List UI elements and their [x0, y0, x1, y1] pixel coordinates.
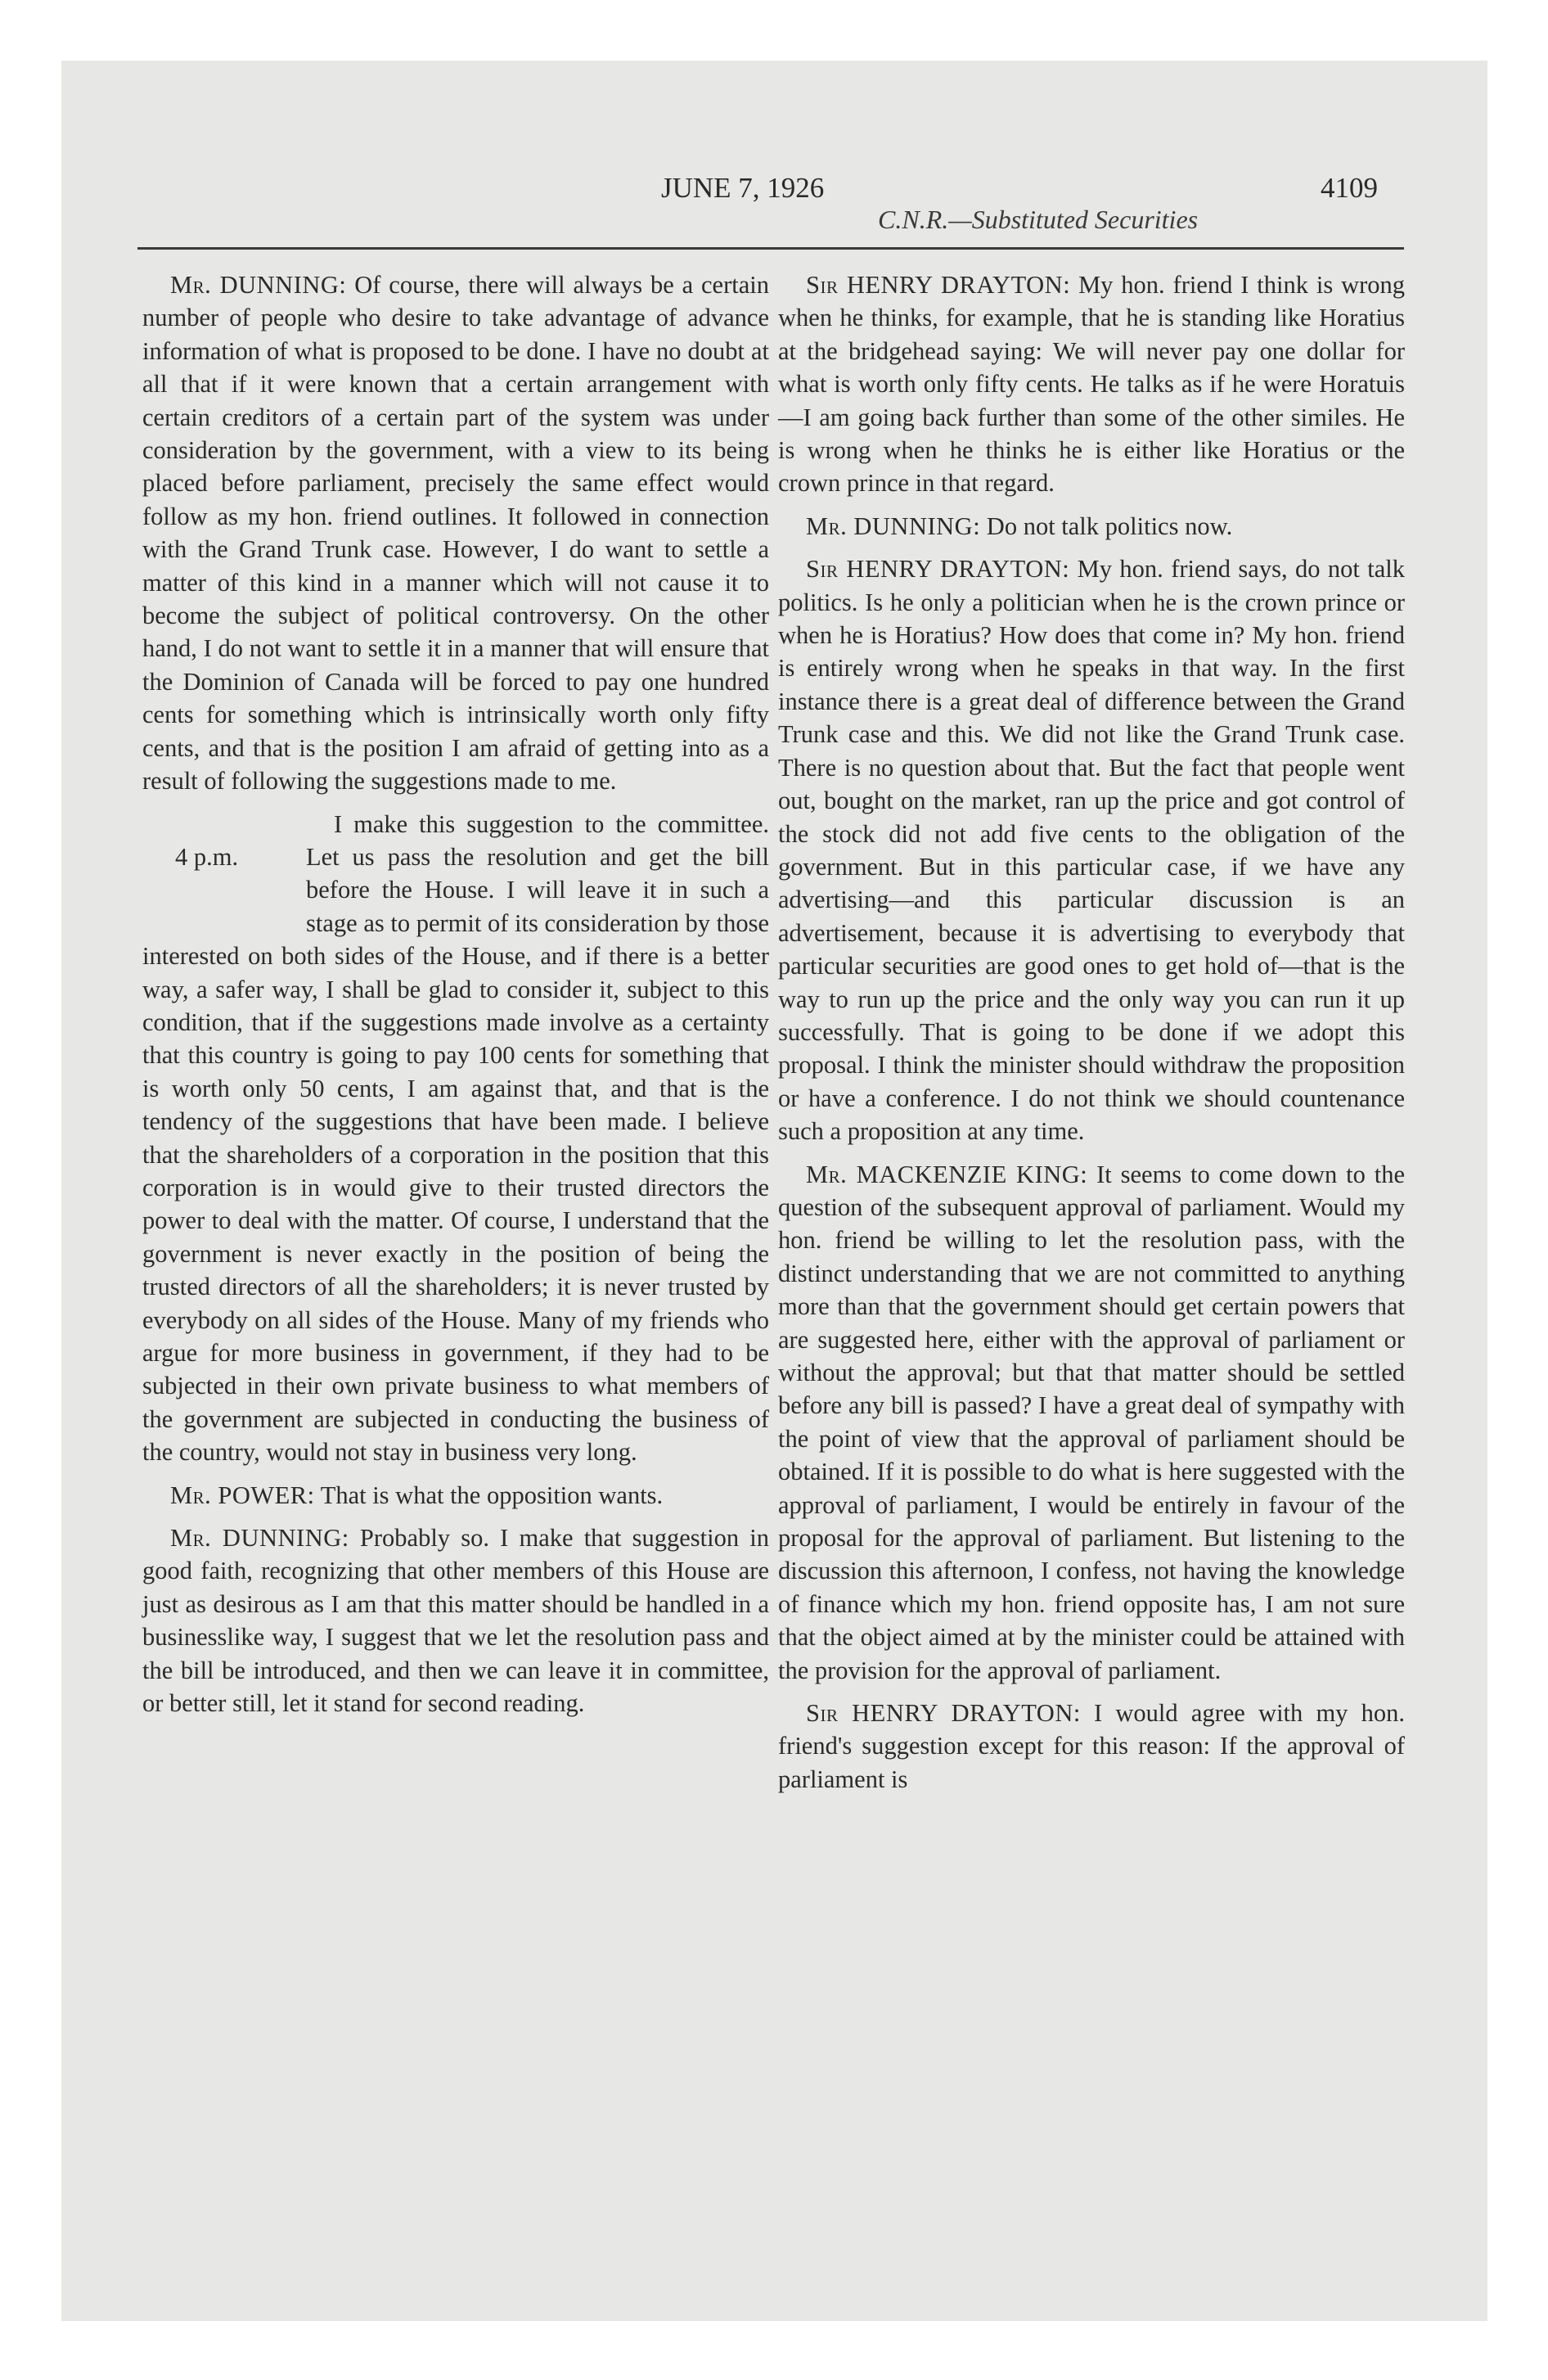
header-rule	[137, 247, 1404, 250]
paragraph	[142, 268, 769, 798]
speech-text: I make this suggestion to the committee. Let us pass the resolution and get the bill before the House. I will leave it in such a stage as to permit of its consideration by those interested on both sides of the House, and if there is a better way, a safer way, I shall be glad to consider it, subject to this condition, that if the suggestions made involve as a certainty that this country is going to pay 100 cents for something that is worth only 50 cents, I am against that, and that is the tendency of the suggestions that have been made. I believe that the shareholders of a corporation in the position that this corporation is in would give to their trusted directors the power to deal with the matter. Of course, I understand that the government is never exactly in the position of being the trusted directors of all the shareholders; it is never trusted by everybody on all sides of the House. Many of my friends who argue for more business in government, if they had to be subjected in their own private business to what members of the government are subjected in conducting the business of the country, would not stay in business very long.	[142, 809, 769, 1467]
page-number: 4109	[1321, 172, 1378, 204]
speech-text: My hon. friend I think is wrong when he thinks, for example, that he is standing like Horatius at the bridgehead saying: We will never pay one dollar for what is worth only fifty cents. He talks as if he were Horatuis—I am going back further than some of the other similes. He is wrong when he thinks he is either like Horatius or the crown prince in that regard.	[778, 271, 1406, 498]
speech-text: Of course, there will always be a certain number of people who desire to take advantage of advance information of what is proposed to be done. I have no doubt at all that if it were known that a certain arrangement with certain creditors of a certain part of the system was under consideration by the government, with a view to its being placed before parliament, precisely the same effect would follow as my hon. friend outlines. It followed in connection with the Grand Trunk case. However, I do want to settle a matter of this kind in a manner which will not cause it to become the subject of political controversy. On the other hand, I do not want to settle it in a manner that will ensure that the Dominion of Canada will be forced to pay one hundred cents for something which is intrinsically worth only fifty cents, and that is the position I am afraid of getting into as a result of following the suggestions made to me.	[142, 271, 769, 796]
speaker-name: Sir HENRY DRAYTON:	[806, 1699, 1081, 1728]
speech-text: Probably so. I make that suggestion in good faith, recognizing that other members of this House are just as desirous as I am that this matter should be handled in a businesslike way, I suggest that we let the resolution pass and the bill be introduced, and then we can leave it in committee, or better still, let it stand for second reading.	[142, 1524, 769, 1718]
speaker-name: Mr. DUNNING:	[170, 1524, 349, 1553]
paragraph	[778, 552, 1405, 1147]
speaker-name: Mr. MACKENZIE KING:	[806, 1160, 1088, 1188]
time-marker: 4 p.m.	[175, 842, 239, 871]
paragraph	[778, 1158, 1405, 1688]
header-date: JUNE 7, 1926	[661, 172, 825, 204]
paragraph	[778, 1697, 1405, 1796]
speaker-name: Mr. DUNNING:	[806, 512, 981, 540]
paragraph	[142, 808, 769, 1469]
speaker-name: Sir HENRY DRAYTON:	[806, 555, 1070, 584]
speaker-name: Mr. DUNNING:	[170, 271, 347, 299]
speech-text: It seems to come down to the question of the subsequent approval of parliament. Would my hon. friend be willing to let the resolution pass, with the distinct understanding that we are not committed to anything more than that the government should get certain powers that are suggested here, either with the approval of parliament or without the approval; but that that matter should be settled before any bill is passed? I have a great deal of sympathy with the point of view that the approval of parliament should be obtained. If it is possible to do what is here suggested with the approval of parliament, I would be entirely in favour of the proposal for the approval of parliament. But listening to the discussion this afternoon, I confess, not having the knowledge of finance which my hon. friend opposite has, I am not sure that the object aimed at by the minister could be attained with the provision for the approval of parliament.	[778, 1160, 1405, 1684]
speech-text: My hon. friend says, do not talk politics. Is he only a politician when he is the crown prince or when he is Horatius? How does that come in? My hon. friend is entirely wrong when he speaks in that way. In the first instance there is a great deal of difference between the Grand Trunk case and this. We did not like the Grand Trunk case. There is no question about that. But the fact that people went out, bought on the market, ran up the price and got control of the stock did not add five cents to the obligation of the government. But in this particular case, if we have any advertising—and this particular discussion is an advertisement, because it is advertising to everybody that particular securities are good ones to get hold of—that is the way to run up the price and the only way you can run it up successfully. That is going to be done if we adopt this proposal. I think the minister should withdraw the proposition or have a conference. I do not think we should countenance such a proposition at any time.	[778, 555, 1405, 1146]
speaker-name: Sir HENRY DRAYTON:	[806, 271, 1071, 299]
right-column	[778, 268, 1405, 1805]
speech-text: I would agree with my hon. friend's suggestion except for this reason: If the approval of parliament is	[778, 1699, 1406, 1793]
paragraph	[778, 510, 1405, 543]
paragraph	[778, 268, 1405, 500]
speech-text: Do not talk politics now.	[986, 512, 1233, 540]
paragraph	[142, 1479, 769, 1512]
header-topic: C.N.R.—Substituted Securities	[878, 205, 1199, 234]
paragraph	[142, 1521, 769, 1720]
speech-text: That is what the opposition wants.	[320, 1481, 664, 1509]
left-column	[142, 268, 769, 1729]
speaker-name: Mr. POWER:	[170, 1481, 315, 1509]
